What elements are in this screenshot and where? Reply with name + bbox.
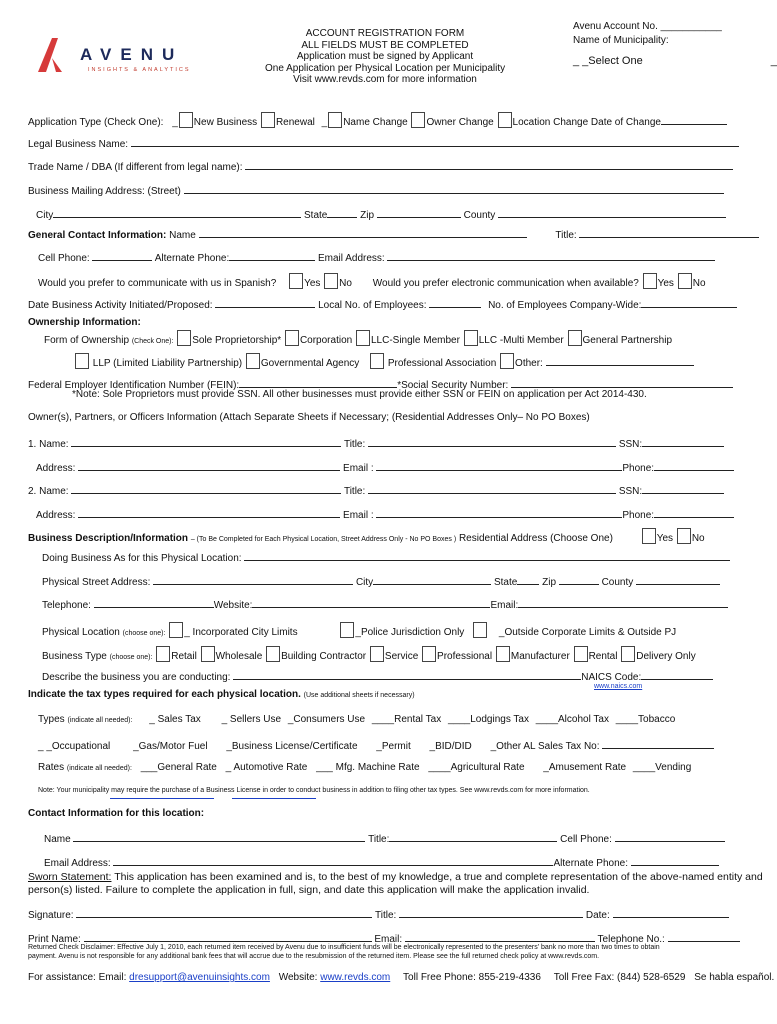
electronic-yes-label: Yes <box>657 278 674 289</box>
electronic-no-checkbox[interactable] <box>678 273 692 289</box>
street-field[interactable] <box>153 575 353 585</box>
zip-label: Zip <box>360 210 375 221</box>
contact-name-field[interactable] <box>199 228 527 238</box>
al-sales-tax-field[interactable] <box>602 739 714 749</box>
location-contact-row-1 <box>44 832 725 845</box>
ownership-heading: Ownership Information: <box>28 317 141 328</box>
alt-phone-label: Alternate Phone: <box>154 253 230 264</box>
residential-no-checkbox[interactable] <box>677 528 691 544</box>
corporation-checkbox[interactable] <box>285 330 299 346</box>
fein-field[interactable] <box>239 378 397 388</box>
biz-county-label: County <box>601 577 634 588</box>
building-contractor-label: Building Contractor <box>281 651 367 662</box>
trade-name-row <box>28 160 733 173</box>
tax-types-note: (indicate all needed): <box>67 717 133 724</box>
signature-field[interactable] <box>76 908 372 918</box>
renewal-checkbox[interactable] <box>261 112 275 128</box>
business-heading-row <box>28 528 705 544</box>
account-number: Avenu Account No. ___________ <box>573 21 722 32</box>
mailing-row <box>28 184 724 197</box>
ownership-row-2 <box>74 353 694 369</box>
trade-name-field[interactable] <box>245 160 733 170</box>
check-one-note: (Check One): <box>131 338 174 345</box>
email-field[interactable] <box>387 251 715 261</box>
business-type-label: Business Type <box>42 651 107 662</box>
biz-city-field[interactable] <box>373 575 491 585</box>
location-contact-row-2 <box>44 856 719 869</box>
dates-row <box>28 298 737 311</box>
owner-2-email-field[interactable] <box>376 508 622 518</box>
footer <box>28 973 774 983</box>
ssn-label: *Social Security Number: <box>397 380 509 391</box>
biz-city-label: City <box>355 577 374 588</box>
biz-state-label: State <box>493 577 518 588</box>
contact-title-label: Title: <box>555 230 577 241</box>
llc-multi-label: LLC -Multi Member <box>478 335 564 346</box>
spanish-yes-label: Yes <box>304 278 321 289</box>
general-rate-option[interactable]: General Rate <box>157 762 217 773</box>
note-underline <box>110 798 214 799</box>
biz-website-label: Website: <box>213 600 253 611</box>
owner-1-name-field[interactable] <box>71 437 341 447</box>
service-label: Service <box>384 651 419 662</box>
contact-title-field[interactable] <box>579 228 759 238</box>
owner-1-ssn-field[interactable] <box>642 437 724 447</box>
company-employees-label: No. of Employees Company-Wide: <box>488 300 642 311</box>
incorporated-label: Incorporated City Limits <box>192 627 298 638</box>
electronic-yes-checkbox[interactable] <box>643 273 657 289</box>
tax-heading: Indicate the tax types required for each physical location. <box>28 689 301 700</box>
sworn-label: Sworn Statement: <box>28 871 112 883</box>
permit-option[interactable]: Permit <box>381 741 411 752</box>
loc-contact-cell-label: Cell Phone: <box>560 834 612 845</box>
biz-state-field[interactable] <box>517 575 539 585</box>
llc-single-label: LLC-Single Member <box>370 335 460 346</box>
other-ownership-checkbox[interactable] <box>500 353 514 369</box>
mailing-field[interactable] <box>184 184 724 194</box>
retail-label: Retail <box>171 651 197 662</box>
logo-name: AVENU <box>80 45 184 64</box>
naics-label: NAICS Code: <box>581 672 642 683</box>
electronic-no-label: No <box>692 278 706 289</box>
loc-contact-name-label: Name <box>44 834 71 845</box>
form-title-3: Application must be signed by Applicant <box>296 51 474 62</box>
new-business-label: New Business <box>193 117 258 128</box>
tax-types-label: Types <box>38 714 65 725</box>
cell-phone-field[interactable] <box>92 251 152 261</box>
biz-county-field[interactable] <box>636 575 720 585</box>
outside-limits-label: Outside Corporate Limits & Outside PJ <box>504 627 677 638</box>
consumers-use-option[interactable]: Consumers Use <box>293 714 366 725</box>
other-ownership-label: Other: <box>515 358 543 369</box>
owner-2-email-label: Email : <box>343 510 374 521</box>
trade-name-label: Trade Name / DBA (If different from legal name): <box>28 162 243 173</box>
owner-1-ssn-label: SSN: <box>618 439 643 450</box>
service-checkbox[interactable] <box>370 646 384 662</box>
footer-website-link[interactable]: www.revds.com <box>320 972 391 983</box>
biz-zip-field[interactable] <box>559 575 599 585</box>
wholesale-label: Wholesale <box>215 651 263 662</box>
spanish-yes-checkbox[interactable] <box>289 273 303 289</box>
legal-name-field[interactable] <box>131 137 739 147</box>
fein-note: *Note: Sole Proprietors must provide SSN. All other businesses must provide either SSN or FEIN on application per Act 2014-430. <box>72 389 647 400</box>
note-underline-2 <box>232 798 316 799</box>
residential-label: Residential Address (Choose One) <box>458 533 613 544</box>
manufacturer-label: Manufacturer <box>510 651 570 662</box>
ssn-field[interactable] <box>511 378 733 388</box>
street-row <box>42 575 720 588</box>
sworn-text-1: This application has been examined and is, to the best of my knowledge, a true and complete representation of the above-named entity and <box>111 871 763 883</box>
date-initiated-label: Date Business Activity Initiated/Proposed: <box>28 300 213 311</box>
owner-2-ssn-field[interactable] <box>642 484 724 494</box>
describe-field[interactable] <box>233 670 581 680</box>
general-contact-heading: General Contact Information: <box>28 230 167 241</box>
tax-note: Note: Your municipality may require the purchase of a Business License in order to conduct business in addition to filing other tax types. See www.revds.com for more information. <box>38 787 590 794</box>
sworn-statement-line-2: person(s) listed. Failure to complete the application in full, sign, and date this application will make the application invalid. <box>28 884 590 896</box>
loc-contact-alt-label: Alternate Phone: <box>553 858 628 869</box>
toll-free-phone: Toll Free Phone: 855-219-4336 <box>403 972 541 983</box>
loc-contact-cell-field[interactable] <box>615 832 725 842</box>
sole-prop-checkbox[interactable] <box>177 330 191 346</box>
gov-agency-checkbox[interactable] <box>246 353 260 369</box>
manufacturer-checkbox[interactable] <box>496 646 510 662</box>
naics-field[interactable] <box>641 670 713 680</box>
disclaimer-line-1: Returned Check Disclaimer: Effective July 1, 2010, each returned item received by Avenu due to insufficient funds will be electronically represented to the presenters' bank no more than two times to obtain <box>28 944 660 951</box>
owner-1-email-label: Email : <box>343 463 374 474</box>
owner-2-phone-field[interactable] <box>654 508 734 518</box>
general-contact-row <box>28 228 759 241</box>
other-ownership-field[interactable] <box>546 356 694 366</box>
naics-link[interactable]: www.naics.com <box>594 683 643 690</box>
rates-label: Rates <box>38 762 65 773</box>
contact-name-label: Name <box>169 230 196 241</box>
rental-checkbox[interactable] <box>574 646 588 662</box>
occupational-option[interactable]: Occupational <box>51 741 111 752</box>
form-title-2: ALL FIELDS MUST BE COMPLETED <box>301 39 469 51</box>
owner-2-address-row <box>36 508 734 521</box>
owner-1-title-field[interactable] <box>368 437 616 447</box>
gas-motor-fuel-option[interactable]: Gas/Motor Fuel <box>138 741 208 752</box>
lodgings-tax-option[interactable]: Lodgings Tax <box>470 714 529 725</box>
legal-name-row <box>28 137 739 150</box>
support-email-link[interactable]: dresupport@avenuinsights.com <box>129 972 270 983</box>
gov-agency-label: Governmental Agency <box>260 358 360 369</box>
tax-types-row-1: Types (indicate all needed): _ Sales Tax _ Sellers Use _Consumers Use ____Rental Tax ____Lodgings Tax ____Alcohol Tax ____Tobacco <box>38 714 676 725</box>
state-label: State <box>304 210 328 221</box>
select-one: Select One <box>588 55 643 67</box>
owner-1-email-field[interactable] <box>376 461 622 471</box>
owners-heading: Owner(s), Partners, or Officers Information (Attach Separate Sheets if Necessary; (Residential Addresses Only– No PO Boxes) <box>28 412 590 423</box>
sign-email-label: Email: <box>374 934 403 945</box>
alcohol-tax-option[interactable]: Alcohol Tax <box>558 714 609 725</box>
toll-free-fax: Toll Free Fax: (844) 528-6529 <box>553 972 686 983</box>
wholesale-checkbox[interactable] <box>201 646 215 662</box>
municipality-label: Name of Municipality: <box>573 35 669 46</box>
owner-2-name-row <box>28 484 724 497</box>
amusement-rate-option[interactable]: Amusement Rate <box>548 762 627 773</box>
sworn-statement-line-1 <box>28 872 763 883</box>
biz-website-field[interactable] <box>252 598 490 608</box>
owner-change-checkbox[interactable] <box>411 112 425 128</box>
signature-row <box>28 908 729 921</box>
print-name-label: Print Name: <box>28 934 81 945</box>
vending-option[interactable]: Vending <box>655 762 692 773</box>
incorporated-checkbox[interactable] <box>169 622 183 638</box>
general-partnership-checkbox[interactable] <box>568 330 582 346</box>
business-type-choose: (choose one): <box>109 654 153 661</box>
loc-contact-email-label: Email Address: <box>44 858 111 869</box>
loc-contact-title-label: Title: <box>368 834 390 845</box>
name-change-label: Name Change <box>343 117 408 128</box>
se-habla-espanol: Se habla español. <box>694 972 775 983</box>
rental-tax-option[interactable]: Rental Tax <box>394 714 442 725</box>
owner-1-address-field[interactable] <box>78 461 340 471</box>
form-title-4: One Application per Physical Location per Municipality <box>265 62 506 74</box>
owner-1-address-row <box>36 461 734 474</box>
biz-contact-row <box>42 598 728 611</box>
automotive-rate-option[interactable]: Automotive Rate <box>233 762 308 773</box>
city-label: City <box>36 210 54 221</box>
local-employees-label: Local No. of Employees: <box>318 300 427 311</box>
business-heading: Business Description/Information <box>28 533 189 544</box>
assist-label: For assistance: Email: <box>28 972 127 983</box>
logo-subtitle: INSIGHTS & ANALYTICS <box>88 67 191 73</box>
phone-row <box>38 251 715 264</box>
other-al-sales-option[interactable]: Other AL Sales Tax No: <box>496 741 600 752</box>
business-subheading: – (To Be Completed for Each Physical Location, Street Address Only - No PO Boxes ) <box>190 536 457 543</box>
name-change-checkbox[interactable] <box>328 112 342 128</box>
owner-2-address-label: Address: <box>36 510 76 521</box>
print-name-field[interactable] <box>84 932 372 942</box>
biz-email-field[interactable] <box>518 598 728 608</box>
form-title: ACCOUNT REGISTRATION FORM <box>305 28 465 39</box>
owner-2-name-field[interactable] <box>71 484 341 494</box>
city-field[interactable] <box>53 208 301 218</box>
spanish-no-checkbox[interactable] <box>324 273 338 289</box>
sign-date-field[interactable] <box>613 908 729 918</box>
owner-2-title-label: Title: <box>343 486 366 497</box>
location-contact-heading: Contact Information for this location: <box>28 808 205 819</box>
general-partnership-label: General Partnership <box>582 335 673 346</box>
llp-checkbox[interactable] <box>75 353 89 369</box>
dba-row <box>42 551 730 564</box>
sellers-use-option[interactable]: Sellers Use <box>229 714 282 725</box>
dba-label: Doing Business As for this Physical Location: <box>42 553 242 564</box>
footer-website-label: Website: <box>278 972 318 983</box>
spanish-row <box>38 273 706 289</box>
residential-yes-label: Yes <box>656 533 674 544</box>
owner-2-name-label: 2. Name: <box>28 486 69 497</box>
tax-heading-row <box>28 690 415 700</box>
retail-checkbox[interactable] <box>156 646 170 662</box>
sign-telephone-field[interactable] <box>668 932 740 942</box>
avenu-logo <box>34 36 74 77</box>
tax-heading-note: (Use additional sheets if necessary) <box>303 692 415 699</box>
owner-2-title-field[interactable] <box>368 484 616 494</box>
biz-email-label: Email: <box>490 600 519 611</box>
signature-label: Signature: <box>28 910 74 921</box>
owner-2-address-field[interactable] <box>78 508 340 518</box>
county-field[interactable] <box>498 208 726 218</box>
fein-label: Federal Employer Identification Number (FEIN): <box>28 380 240 391</box>
rental-label: Rental <box>588 651 618 662</box>
alt-phone-field[interactable] <box>229 251 315 261</box>
llp-label: LLP (Limited Liability Partnership) <box>92 358 243 369</box>
municipality-select[interactable]: _ _Select One _ <box>573 55 777 67</box>
tobacco-option[interactable]: Tobacco <box>638 714 676 725</box>
mailing-label: Business Mailing Address: (Street) <box>28 186 181 197</box>
loc-contact-alt-field[interactable] <box>631 856 719 866</box>
sign-title-field[interactable] <box>399 908 583 918</box>
biz-telephone-label: Telephone: <box>42 600 91 611</box>
owner-1-phone-field[interactable] <box>654 461 734 471</box>
rates-row: Rates (indicate all needed): ___General Rate _ Automotive Rate ___ Mfg. Machine Rate ____Agricultural Rate _Amusement Rate ____Vending <box>38 762 692 773</box>
llc-multi-checkbox[interactable] <box>464 330 478 346</box>
owner-2-ssn-label: SSN: <box>618 486 643 497</box>
residential-no-label: No <box>691 533 705 544</box>
bid-did-option[interactable]: BID/DID <box>435 741 472 752</box>
local-employees-field[interactable] <box>429 298 481 308</box>
owner-1-name-row <box>28 437 724 450</box>
biz-telephone-field[interactable] <box>94 598 214 608</box>
sign-email-field[interactable] <box>405 932 595 942</box>
renewal-label: Renewal <box>275 117 315 128</box>
physical-location-choose: (choose one): <box>122 630 166 637</box>
describe-row <box>42 670 713 683</box>
spanish-question: Would you prefer to communicate with us in Spanish? <box>38 278 277 289</box>
form-of-ownership-label: Form of Ownership <box>44 335 130 346</box>
new-business-checkbox[interactable] <box>179 112 193 128</box>
professional-label: Professional <box>437 651 493 662</box>
delivery-only-label: Delivery Only <box>636 651 696 662</box>
owner-1-phone-label: Phone: <box>622 463 655 474</box>
outside-limits-checkbox[interactable] <box>473 622 487 638</box>
corporation-label: Corporation <box>299 335 353 346</box>
email-label: Email Address: <box>318 253 385 264</box>
logo-mark-icon <box>34 36 74 74</box>
location-change-label: Location Change Date of Change <box>512 117 661 128</box>
owner-change-label: Owner Change <box>426 117 494 128</box>
professional-checkbox[interactable] <box>422 646 436 662</box>
form-title-5: Visit www.revds.com for more information <box>293 74 477 85</box>
company-employees-field[interactable] <box>641 298 737 308</box>
building-contractor-checkbox[interactable] <box>266 646 280 662</box>
prof-assoc-label: Professional Association <box>387 358 497 369</box>
police-jurisdiction-label: Police Jurisdiction Only <box>360 627 465 638</box>
sole-prop-label: Sole Proprietorship* <box>192 335 282 346</box>
date-initiated-field[interactable] <box>215 298 315 308</box>
agricultural-rate-option[interactable]: Agricultural Rate <box>450 762 525 773</box>
county-label: County <box>463 210 496 221</box>
zip-field[interactable] <box>377 208 461 218</box>
location-change-checkbox[interactable] <box>498 112 512 128</box>
describe-label: Describe the business you are conducting: <box>42 672 231 683</box>
prof-assoc-checkbox[interactable] <box>370 353 384 369</box>
owner-1-address-label: Address: <box>36 463 76 474</box>
rates-note: (indicate all needed): <box>66 765 132 772</box>
city-row <box>36 208 726 221</box>
loc-contact-name-field[interactable] <box>73 832 365 842</box>
legal-name-label: Legal Business Name: <box>28 139 129 150</box>
tax-types-row-2: _ _Occupational _Gas/Motor Fuel _Business License/Certificate _Permit _BID/DID _Other AL Sales Tax No: <box>38 739 714 752</box>
business-type-row <box>42 646 696 662</box>
mfg-machine-rate-option[interactable]: Mfg. Machine Rate <box>335 762 420 773</box>
form-title-block <box>265 28 505 86</box>
sign-date-label: Date: <box>585 910 610 921</box>
sign-title-label: Title: <box>374 910 397 921</box>
business-license-option[interactable]: Business License/Certificate <box>231 741 358 752</box>
disclaimer-line-2: payment. Avenu is not responsible for any additional bank fees that will accrue due to the resubmission of the returned item. Please see the full returned check policy at www.revds.com. <box>28 953 600 960</box>
loc-contact-email-field[interactable] <box>113 856 553 866</box>
owner-2-phone-label: Phone: <box>622 510 655 521</box>
cell-phone-label: Cell Phone: <box>38 253 90 264</box>
residential-yes-checkbox[interactable] <box>642 528 656 544</box>
sales-tax-option[interactable]: Sales Tax <box>157 714 201 725</box>
delivery-only-checkbox[interactable] <box>621 646 635 662</box>
biz-zip-label: Zip <box>542 577 557 588</box>
application-type-row: Application Type (Check One): _ New Business Renewal _ Name Change Owner Change Location Change Date of Change <box>28 112 727 128</box>
sign-telephone-label: Telephone No.: <box>597 934 665 945</box>
state-field[interactable] <box>327 208 357 218</box>
application-type-label: Application Type (Check One): <box>28 117 164 128</box>
owner-1-title-label: Title: <box>343 439 366 450</box>
ownership-row-1 <box>44 330 672 346</box>
loc-contact-title-field[interactable] <box>389 832 557 842</box>
street-label: Physical Street Address: <box>42 577 151 588</box>
llc-single-checkbox[interactable] <box>356 330 370 346</box>
electronic-question: Would you prefer electronic communication when available? <box>372 278 639 289</box>
police-jurisdiction-checkbox[interactable] <box>340 622 354 638</box>
spanish-no-label: No <box>339 278 352 289</box>
physical-location-row: Physical Location (choose one): _ Incorporated City Limits _Police Jurisdiction Only _Outside Corporate Limits & Outside PJ <box>42 622 676 638</box>
physical-location-label: Physical Location <box>42 627 120 638</box>
owner-1-name-label: 1. Name: <box>28 439 69 450</box>
dba-field[interactable] <box>244 551 730 561</box>
